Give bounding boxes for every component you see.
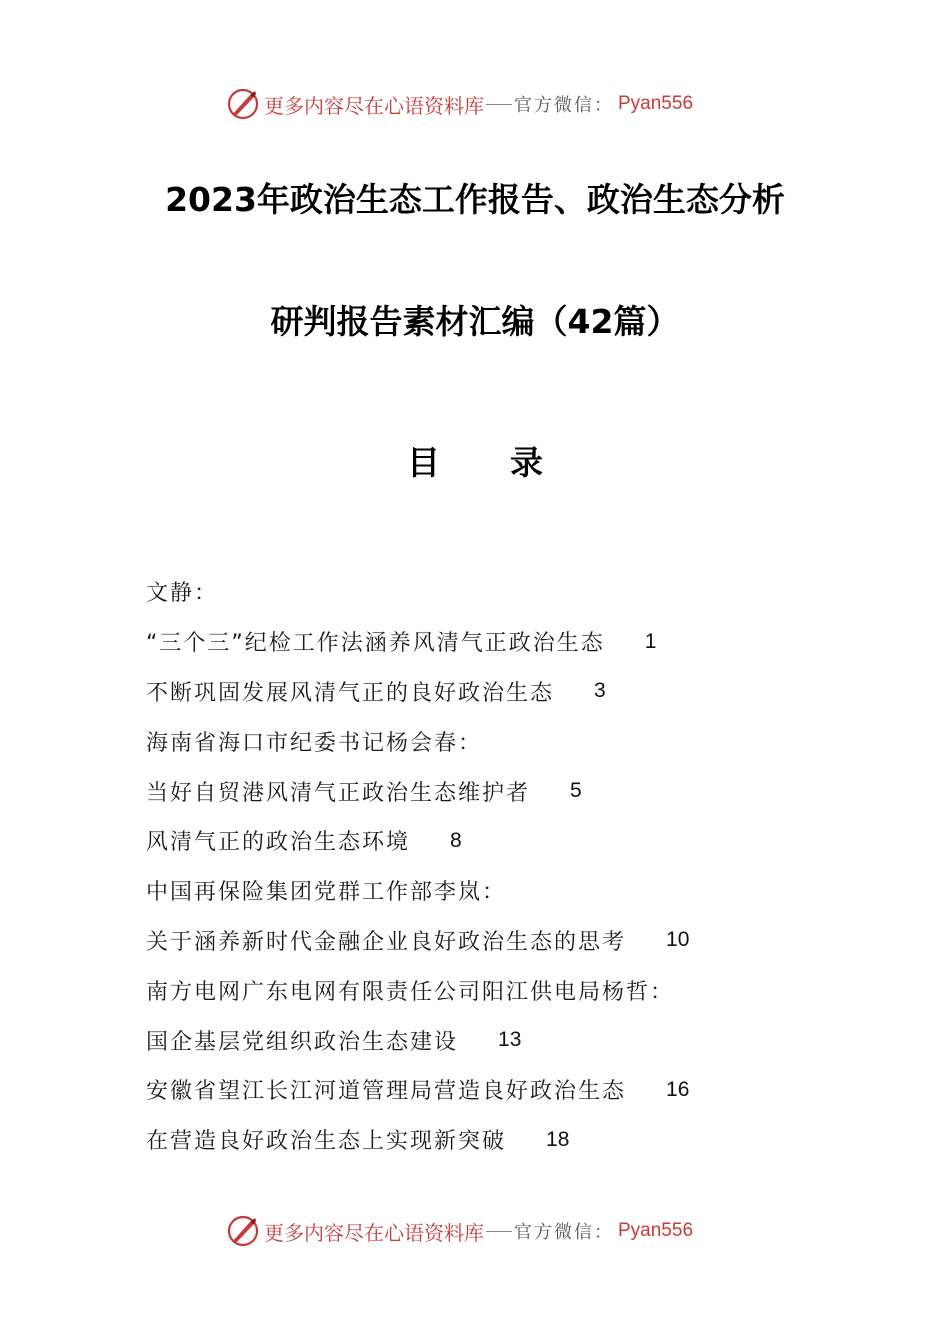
doc-title-line-1: 2023年政治生态工作报告、政治生态分析 — [165, 180, 785, 219]
toc-page-number: 16 — [666, 1077, 690, 1101]
toc-entry — [146, 866, 846, 916]
toc-entry-text: 风清气正的政治生态环境 — [146, 830, 411, 856]
toc-entry-text: “三个三”纪检工作法涵养风清气正政治生态 — [146, 631, 605, 657]
toc-entry — [146, 1065, 846, 1115]
header-banner — [226, 84, 746, 124]
toc-entry — [146, 816, 846, 866]
toc-heading: 目录 — [407, 443, 613, 482]
header-tag-text: 官方微信： — [514, 95, 614, 116]
footer-tag-text: 官方微信： — [514, 1222, 614, 1243]
header-wechat-id: Pyan556 — [618, 93, 694, 114]
toc-entry-text: 文静： — [146, 581, 219, 607]
toc-entry — [146, 567, 846, 617]
toc-entry — [146, 916, 846, 966]
toc-entry-text: 南方电网广东电网有限责任公司阳江供电局杨哲： — [146, 979, 675, 1005]
toc-entry-text: 安徽省望江长江河道管理局营造良好政治生态 — [146, 1079, 627, 1105]
toc-page-number: 18 — [546, 1127, 570, 1151]
toc-page-number: 13 — [498, 1028, 522, 1052]
footer-banner — [226, 1211, 746, 1251]
toc-entry-text: 当好自贸港风清气正政治生态维护者 — [146, 780, 531, 806]
toc-entry-text: 海南省海口市纪委书记杨会春： — [146, 730, 483, 756]
toc-entry — [146, 617, 846, 667]
toc-entry — [146, 1115, 846, 1165]
footer-dash-divider — [486, 1231, 512, 1232]
toc-entry — [146, 766, 846, 816]
toc-page-number: 1 — [644, 629, 657, 653]
toc-entry — [146, 716, 846, 766]
toc-page-number: 8 — [450, 828, 462, 852]
toc-entry — [146, 667, 846, 717]
doc-title-line-2: 研判报告素材汇编（42篇） — [270, 302, 680, 341]
quill-logo-icon — [226, 87, 260, 121]
toc-entry-text: 关于涵养新时代金融企业良好政治生态的思考 — [146, 929, 627, 955]
footer-wechat-id: Pyan556 — [618, 1220, 694, 1241]
toc-entry-text: 中国再保险集团党群工作部李岚： — [146, 880, 507, 906]
toc-page-number: 3 — [594, 679, 606, 703]
toc-page-number: 5 — [570, 779, 582, 803]
footer-brand-text: 更多内容尽在心语资料库 — [264, 1220, 484, 1245]
toc-entry-text: 国企基层党组织政治生态建设 — [146, 1029, 459, 1055]
toc-page-number: 10 — [666, 928, 690, 952]
toc-entry — [146, 1015, 846, 1065]
header-brand-text: 更多内容尽在心语资料库 — [264, 93, 484, 118]
toc-entry-text: 在营造良好政治生态上实现新突破 — [146, 1129, 507, 1155]
toc-entry — [146, 965, 846, 1015]
header-dash-divider — [486, 104, 512, 105]
table-of-contents — [146, 567, 846, 1165]
quill-logo-icon — [226, 1214, 260, 1248]
toc-entry-text: 不断巩固发展风清气正的良好政治生态 — [146, 680, 555, 706]
